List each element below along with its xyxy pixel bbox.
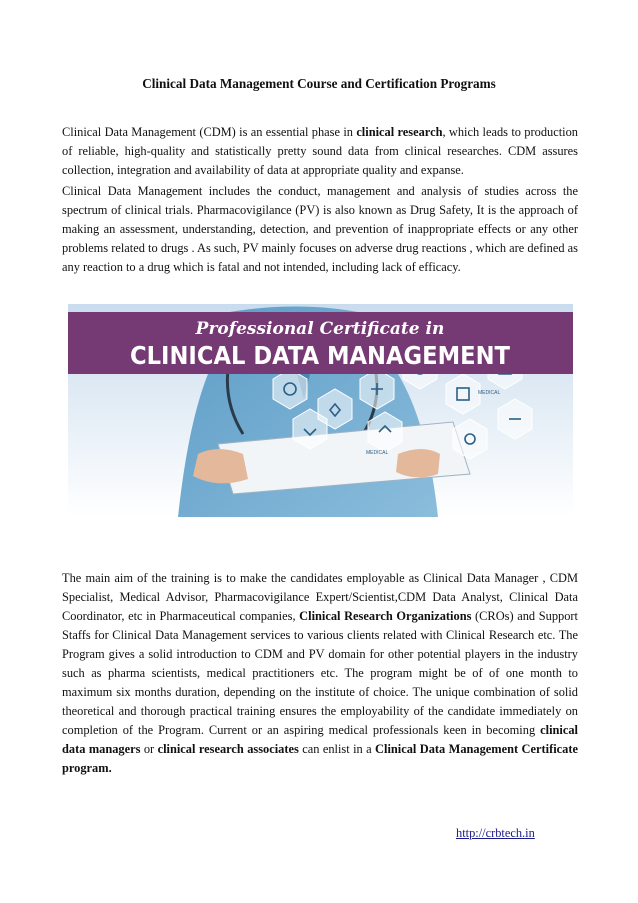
p3-bold-cra: clinical research associates [157, 742, 299, 756]
banner-tag-medical-1: MEDICAL [478, 390, 501, 396]
p3-bold-certificate-program: Clinical Data Management Certificate program. [62, 742, 578, 775]
p3-bold-cro: Clinical Research Organizations [299, 609, 472, 623]
page-title: Clinical Data Management Course and Certification Programs [142, 76, 496, 91]
p3-bold-cdm-managers: clinical data managers [62, 723, 578, 756]
p1-text-c: , which leads to production of reliable, high-quality and statistically pretty sound data from clinical researches. CDM assures collection, integration and availability of data at appropriate quality and expanse. [62, 125, 578, 177]
p3-text-g: can enlist in a [298, 742, 376, 756]
crbtech-link[interactable]: http://crbtech.in [456, 826, 535, 840]
banner-line1: Professional Certificate in [195, 319, 445, 339]
p1-text-a: Clinical Data Management (CDM) is an essential phase in [62, 125, 357, 139]
p1-bold-clinical-research: clinical research [356, 125, 443, 139]
banner-illustration [68, 304, 573, 517]
certificate-banner-image [68, 304, 573, 517]
paragraph-intro [62, 123, 578, 180]
p3-text-e: or [140, 742, 158, 756]
p3-text-c: (CROs) and Support Staffs for Clinical Data Management services to various clients related with Clinical Research etc. The Program gives a solid introduction to CDM and PV domain for other potential players in the industry such as pharma scientists, medical practitioners etc. The program might be of of one month to maximum six months duration, depending on the institute of choice. The unique combination of solid theoretical and thorough practical training ensures the employability of the candidate immediately on completion of the Program. Current or an aspiring medical professionals keen in becoming [62, 609, 578, 737]
paragraph-training-aim [62, 569, 578, 778]
banner-tag-medical-2: MEDICAL [366, 450, 389, 456]
paragraph-cdm-pv: Clinical Data Management includes the conduct, management and analysis of studies across the spectrum of clinical trials. Pharmacovigilance (PV) is also known as Drug Safety, It is the approach of making an assessment, understanding, detection, and prevention of inappropriate effects or any other problems related to drugs . As such, PV mainly focuses on adverse drug reactions , which are defined as any reaction to a drug which is fatal and not intended, including lack of efficacy. [62, 184, 578, 274]
banner-line2: CLINICAL DATA MANAGEMENT [130, 341, 510, 370]
p3-text-a: The main aim of the training is to make the candidates employable as Clinical Data Manager , CDM Specialist, Medical Advisor, Pharmacovigilance Expert/Scientist,CDM Data Analyst, Clinical Data Coordinator, etc in Pharmaceutical companies, [62, 571, 578, 623]
